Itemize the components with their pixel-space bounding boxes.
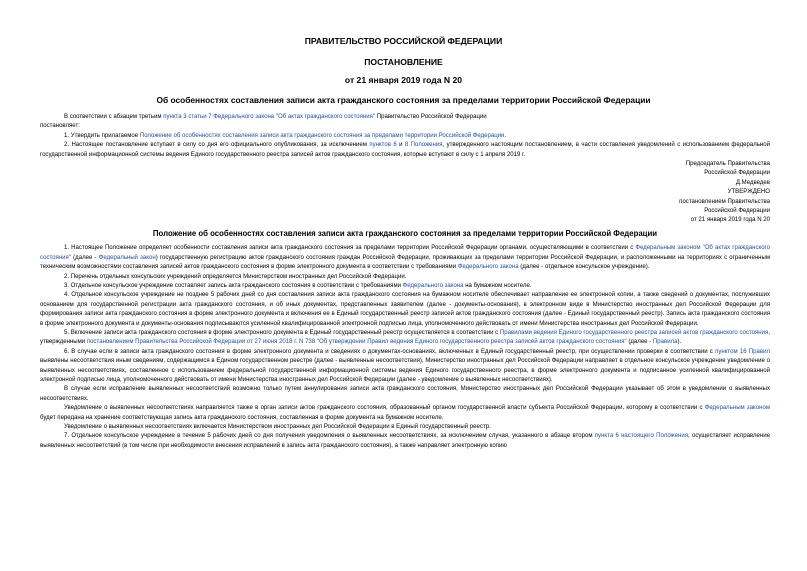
- text: ).: [677, 339, 682, 346]
- approved-country: Российской Федерации: [704, 208, 770, 215]
- regulation-title: Положение об особенностях составления записи акта гражданского состояния за пределами территории Российской Федерации: [152, 228, 658, 238]
- points-6-link[interactable]: пунктов 6: [369, 142, 397, 149]
- law-link[interactable]: пункта 3 статьи 7 Федерального закона "Об актах гражданского состояния": [163, 114, 376, 120]
- text: , осуществляет исправление выявленных несоответствий (в том числе при необходимости внесения исправлений в запись акта гражданского состояния), а также направляет электронную копию: [40, 433, 770, 449]
- document-title: Об особенностях составления записи акта гражданского состояния за пределами территории Российской Федерации: [156, 95, 651, 105]
- federal-law-link[interactable]: Федерального закона: [457, 264, 519, 271]
- text: 2. Настоящее постановление вступает в силу со дня его официального опубликования, за исключением: [64, 142, 370, 149]
- paragraph-6-c: [40, 404, 770, 423]
- signature-name: Д.Медведев: [735, 179, 770, 186]
- signature-country: Российской Федерации: [704, 170, 770, 177]
- paragraph-6-b: В случае если исправление выявленных несоответствий возможно только путем аннулирования записи акта гражданского состояния, Министерство иностранных дел Российской Федерации указывает об этом в уведомлении о выявленных несоответствиях.: [40, 386, 770, 402]
- rules-link[interactable]: Правилами ведения Единого государственного реестра записей актов гражданского состояния: [499, 329, 769, 336]
- text: 7. Отдельное консульское учреждение в течение 5 рабочих дней со дня получения уведомления о выявленных несоответствиях, за исключением случая, указанного в абзаце втором: [64, 433, 595, 440]
- rules-point-16-link[interactable]: пунктом 16 Правил: [715, 348, 770, 355]
- text: В соответствии с абзацем третьим: [64, 114, 164, 120]
- text: .: [504, 132, 507, 139]
- document-type: ПОСТАНОВЛЕНИЕ: [364, 57, 443, 67]
- text: Правительство Российской Федерации: [375, 114, 487, 120]
- paragraph-6: [40, 348, 770, 386]
- paragraph-4: 4. Отдельное консульское учреждение не позднее 5 рабочих дней со дня составления записи акта гражданского состояния на бумажном носителе обеспечивает направление ее электронной копии, а также сведений о документах, послуживших основанием для государственной регистрации акта гражданского состояния, и об иных документах, представленных заявителем (далее - документы-основания), в электронном виде в Министерство иностранных дел Российской Федерации для формирования записи акта гражданского состояния в форме электронного документа и включения ее в Единый государственный реестр записей актов гражданского состояния (далее - Единый государственный реестр). Запись акта гражданского состояния в форме электронного документа и документы-основания подписываются усиленной квалифицированной электронной подписью лица, уполномоченного действовать от имени Министерства иностранных дел Российской Федерации.: [40, 292, 770, 327]
- text: , утвержденными: [40, 329, 770, 346]
- government-heading: ПРАВИТЕЛЬСТВО РОССИЙСКОЙ ФЕДЕРАЦИИ: [304, 36, 503, 46]
- paragraph-5: [40, 329, 770, 348]
- text: 6. В случае если в записи акта гражданского состояния в форме электронного документа и сведениях о документах-основаниях, включенных в Единый государственный реестр, при осуществлении проверки в соответствии с: [64, 348, 716, 355]
- text: , утвержденного настоящим постановлением, в части составления уведомлений с использованием федеральной государственной информационной системы ведения Единого государственного реестра записей актов гражданского состояния, которые вступают в силу с 1 апреля 2019 г.: [40, 142, 770, 158]
- text: 3. Отдельное консульское учреждение составляет запись акта гражданского состояния в соответствии с требованиями: [64, 282, 403, 289]
- text: и: [396, 142, 405, 149]
- paragraph-1: [40, 244, 770, 272]
- federal-law-link[interactable]: Федеральный закон: [98, 254, 156, 261]
- federal-law-link[interactable]: Федеральным законом: [704, 405, 770, 412]
- signature-position: Председатель Правительства: [685, 161, 770, 168]
- paragraph-6-d: Уведомление о выявленных несоответствиях включается Министерством иностранных дел Российской Федерации в Единый государственный реестр.: [64, 424, 491, 430]
- text: (далее -: [626, 339, 653, 346]
- text: Уведомление о выявленных несоответствиях направляется также в орган записи актов гражданского состояния, образованный органом государственной власти субъекта Российской Федерации, которому в соответствии с: [64, 405, 705, 412]
- text: будет передана на хранение соответствующая запись акта гражданского состояния, составленная в форме документа на бумажном носителе.: [40, 414, 444, 421]
- text: 1. Утвердить прилагаемое: [64, 132, 140, 139]
- text: ) государственную регистрацию актов гражданского состояния граждан Российской Федерации, проживающих за пределами территории Российской Федерации, и расположенными на территориях с ограниченным техническим возможностями составления записей актов гражданского состояния в форме электронного документа в соответствии с требованиями: [40, 254, 771, 271]
- federal-law-link[interactable]: Федеральным законом "Об актах гражданского состояния": [40, 245, 770, 261]
- point-8-link[interactable]: 8 Положения: [404, 142, 443, 149]
- paragraph-2: 2. Перечень отдельных консульских учреждений определяется Министерством иностранных дел Российской Федерации.: [64, 273, 407, 280]
- text: на бумажном носителе.: [463, 282, 532, 289]
- federal-law-link[interactable]: Федерального закона: [402, 282, 464, 289]
- paragraph-3: [40, 282, 770, 291]
- approved-by: постановлением Правительства: [679, 198, 770, 205]
- document-body: [40, 113, 770, 451]
- text: 5. Включение записи акта гражданского состояния в форме электронного документа в Единый государственный реестр осуществляется в соответствии с: [64, 329, 500, 336]
- regulation-link[interactable]: Положение об особенностях составления записи акта гражданского состояния за пределами территории Российской Федерации: [139, 132, 505, 139]
- text: (далее -: [70, 254, 99, 261]
- item-2: [40, 141, 770, 160]
- paragraph-7: [40, 432, 770, 451]
- approved-date: от 21 января 2019 года N 20: [690, 217, 770, 224]
- text: выявлены несоответствия иным сведениям, содержащимся в Едином государственном реестре (далее - выявленные несоответствия), Министерство иностранных дел Российской Федерации направляет в отдельное консульское учреждение уведомление о выявленных несоответствиях, составленное с использованием федеральной государственной информационной системы ведения Единого государственного реестра, в форме электронного документа и подписанное усиленной квалифицированной электронной подписью лица, уполномоченного действовать от имени Министерства иностранных дел Российской Федерации (далее - уведомление о выявленных несоответствиях).: [40, 358, 770, 383]
- text: 1. Настоящее Положение определяет особенности составления записи акта гражданского состояния за пределами территории Российской Федерации органами, осуществляющими в соответствии с: [64, 245, 636, 252]
- document-date-number: от 21 января 2019 года N 20: [344, 75, 463, 85]
- approved-label: УТВЕРЖДЕНО: [727, 189, 770, 196]
- text: (далее - отдельное консульское учреждение).: [518, 264, 650, 271]
- intro-paragraph: [40, 113, 770, 122]
- resolves-text: постановляет:: [40, 123, 80, 130]
- rules-link[interactable]: Правила: [652, 339, 678, 346]
- item-1: [40, 132, 770, 141]
- decree-link[interactable]: постановлением Правительства Российской Федерации от 27 июня 2018 г. N 738 "Об утверждении Правил ведения Единого государственного реестра записей актов гражданского состояния": [86, 339, 627, 346]
- point-6-link[interactable]: пункта 6 настоящего Положения: [594, 433, 689, 440]
